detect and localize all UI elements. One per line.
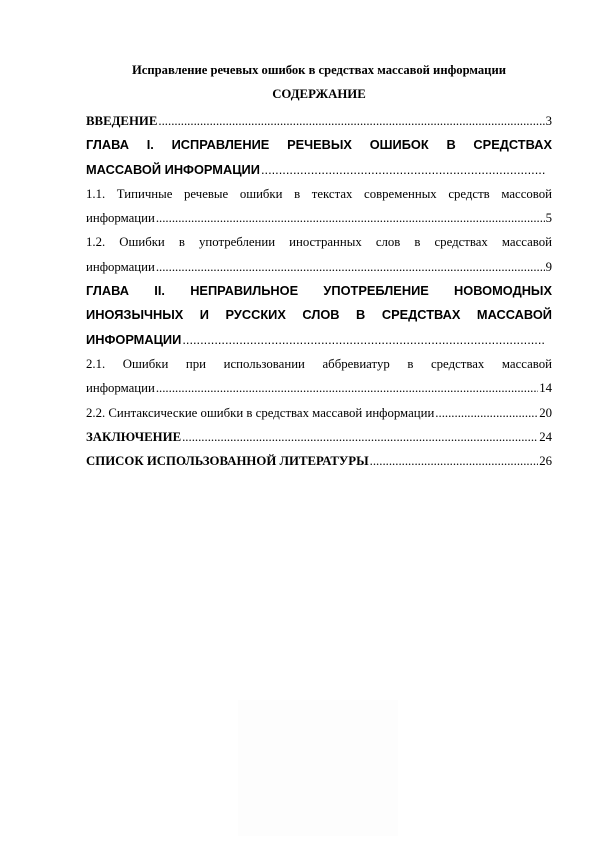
toc-entry-label: 2.2. Синтаксические ошибки в средствах массавой информации [86, 405, 435, 420]
toc-page-number: 9 [545, 259, 552, 274]
toc-entry-introduction[interactable] [86, 109, 552, 133]
toc-entry-label-line: ГЛАВА I. ИСПРАВЛЕНИЕ РЕЧЕВЫХ ОШИБОК В СРЕДСТВАХ [86, 137, 552, 153]
toc-entry-label-line: информации [86, 211, 155, 226]
toc-entry-label: ЗАКЛЮЧЕНИЕ [86, 429, 182, 444]
toc-entry-label-line: информации [86, 259, 155, 274]
document-title: Исправление речевых ошибок в средствах массавой информации [132, 63, 506, 77]
dot-leader [158, 109, 544, 133]
dot-leader [156, 376, 538, 400]
toc-entry-chapter-2[interactable] [86, 279, 552, 352]
dot-leader [435, 401, 538, 425]
toc-page-number: 24 [539, 429, 552, 444]
toc-entry-chapter-1[interactable] [86, 133, 552, 182]
table-of-contents [86, 109, 552, 473]
toc-entry-label-line: 1.1. Типичные речевые ошибки в текстах современных средств массовой [86, 186, 552, 201]
toc-page-number: 26 [539, 454, 552, 469]
toc-page-number: 3 [545, 114, 552, 128]
toc-page-number: 20 [539, 405, 552, 420]
dot-leader [370, 449, 539, 473]
toc-entry-label-line: 2.1. Ошибки при использовании аббревиатур в средствах массавой [86, 356, 552, 371]
dot-leader [182, 328, 545, 352]
dot-leader [156, 255, 545, 279]
faint-background-patch [238, 700, 398, 836]
toc-entry-label-line: ИНОЯЗЫЧНЫХ И РУССКИХ СЛОВ В СРЕДСТВАХ МАССАВОЙ [86, 307, 552, 323]
toc-entry-bibliography[interactable] [86, 449, 552, 473]
toc-entry-conclusion[interactable] [86, 425, 552, 449]
toc-entry-section-1-1[interactable] [86, 182, 552, 231]
dot-leader [261, 158, 545, 182]
dot-leader [182, 425, 538, 449]
toc-entry-label-line: ГЛАВА II. НЕПРАВИЛЬНОЕ УПОТРЕБЛЕНИЕ НОВОМОДНЫХ [86, 283, 552, 299]
toc-entry-label-line: 1.2. Ошибки в употреблении иностранных слов в средствах массавой [86, 235, 552, 250]
toc-page-number: 5 [545, 211, 552, 226]
toc-entry-label-line: информации [86, 381, 155, 396]
toc-entry-label: СПИСОК ИСПОЛЬЗОВАННОЙ ЛИТЕРАТУРЫ [86, 454, 369, 469]
toc-entry-section-2-2[interactable] [86, 401, 552, 425]
dot-leader [156, 206, 545, 230]
toc-entry-section-2-1[interactable] [86, 352, 552, 401]
toc-entry-label-line: ИНФОРМАЦИИ [86, 331, 182, 347]
toc-entry-section-1-2[interactable] [86, 230, 552, 279]
toc-page-number: 14 [539, 381, 552, 396]
toc-entry-label: ВВЕДЕНИЕ [86, 114, 158, 128]
toc-heading: СОДЕРЖАНИЕ [272, 87, 366, 101]
toc-entry-label-line: МАССАВОЙ ИНФОРМАЦИИ [86, 161, 260, 177]
